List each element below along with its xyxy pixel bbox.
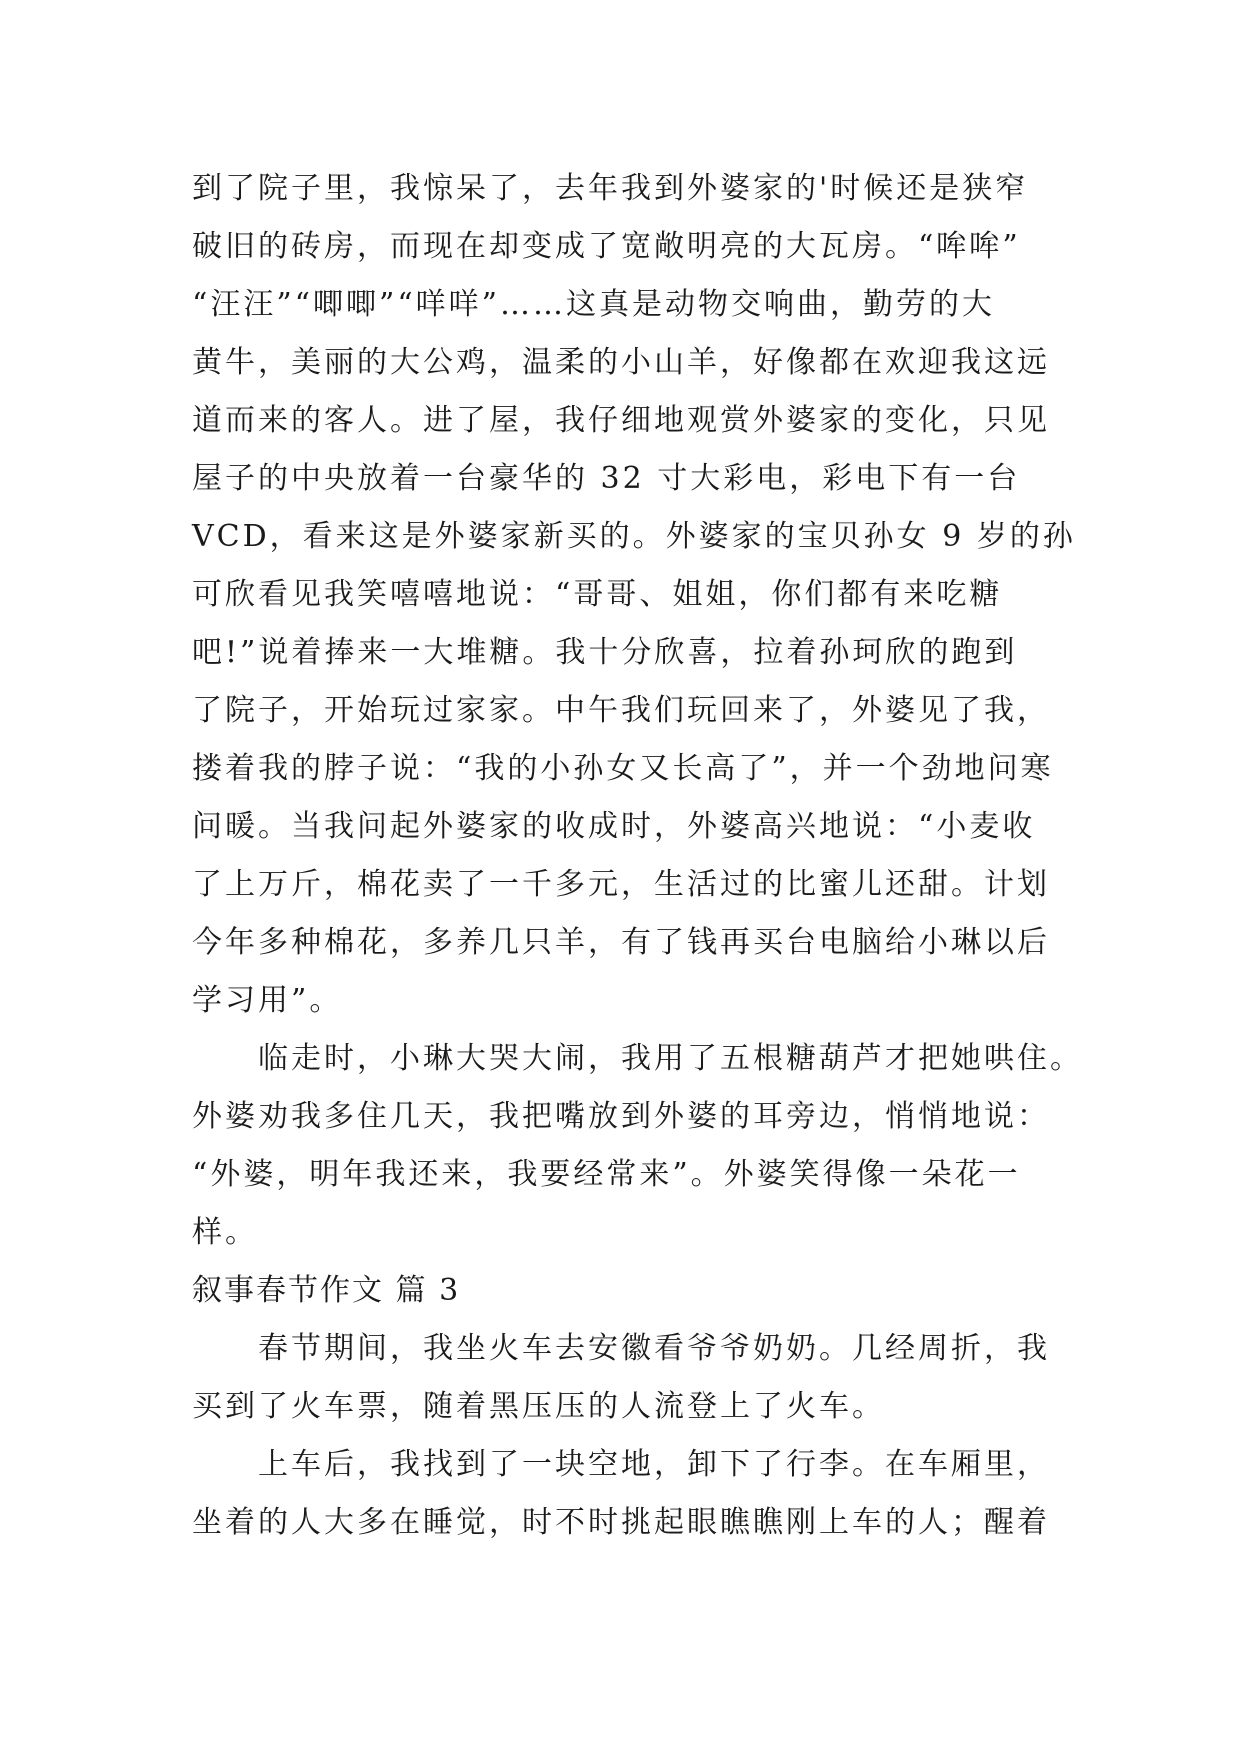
- text-line: 今年多种棉花，多养几只羊，有了钱再买台电脑给小琳以后: [192, 925, 1050, 960]
- paragraph: [192, 1320, 1062, 1436]
- paragraph: [192, 1030, 1083, 1262]
- text-line: 了院子，开始玩过家家。中午我们玩回来了，外婆见了我，: [192, 693, 1050, 728]
- text-line: 坐着的人大多在睡觉，时不时挑起眼瞧瞧刚上车的人；醒着: [192, 1505, 1050, 1540]
- document-body: [192, 160, 1083, 1552]
- text-line: 样。: [192, 1215, 258, 1250]
- text-line: 破旧的砖房，而现在却变成了宽敞明亮的大瓦房。“哞哞”: [192, 229, 1021, 264]
- text-line: 上车后，我找到了一块空地，卸下了行李。在车厢里，: [258, 1447, 1050, 1482]
- paragraph: [192, 1436, 1062, 1552]
- text-line: 学习用”。: [192, 983, 343, 1018]
- text-line: 了上万斤，棉花卖了一千多元，生活过的比蜜儿还甜。计划: [192, 867, 1050, 902]
- text-line: 到了院子里，我惊呆了，去年我到外婆家的'时候还是狭窄: [192, 171, 1029, 206]
- text-line: “外婆，明年我还来，我要经常来”。外婆笑得像一朵花一: [192, 1157, 1021, 1192]
- section-heading: 叙事春节作文 篇 3: [192, 1273, 461, 1308]
- text-line: VCD，看来这是外婆家新买的。外婆家的宝贝孙女 9 岁的孙: [192, 519, 1076, 554]
- text-line: 买到了火车票，随着黑压压的人流登上了火车。: [192, 1389, 885, 1424]
- text-line: 春节期间，我坐火车去安徽看爷爷奶奶。几经周折，我: [258, 1331, 1050, 1366]
- text-line: 屋子的中央放着一台豪华的 32 寸大彩电，彩电下有一台: [192, 461, 1021, 496]
- text-line: 吧!”说着捧来一大堆糖。我十分欣喜，拉着孙珂欣的跑到: [192, 635, 1018, 670]
- text-line: 道而来的客人。进了屋，我仔细地观赏外婆家的变化，只见: [192, 403, 1050, 438]
- text-line: 外婆劝我多住几天，我把嘴放到外婆的耳旁边，悄悄地说：: [192, 1099, 1050, 1134]
- text-line: 临走时，小琳大哭大闹，我用了五根糖葫芦才把她哄住。: [258, 1041, 1083, 1076]
- text-line: 搂着我的脖子说：“我的小孙女又长高了”，并一个劲地问寒: [192, 751, 1054, 786]
- text-line: 黄牛，美丽的大公鸡，温柔的小山羊，好像都在欢迎我这远: [192, 345, 1050, 380]
- text-line: 可欣看见我笑嘻嘻地说：“哥哥、姐姐，你们都有来吃糖: [192, 577, 1003, 612]
- paragraph: [192, 160, 1076, 1030]
- text-line: “汪汪”“唧唧”“咩咩”……这真是动物交响曲，勤劳的大: [192, 287, 996, 322]
- text-line: 问暖。当我问起外婆家的收成时，外婆高兴地说：“小麦收: [192, 809, 1036, 844]
